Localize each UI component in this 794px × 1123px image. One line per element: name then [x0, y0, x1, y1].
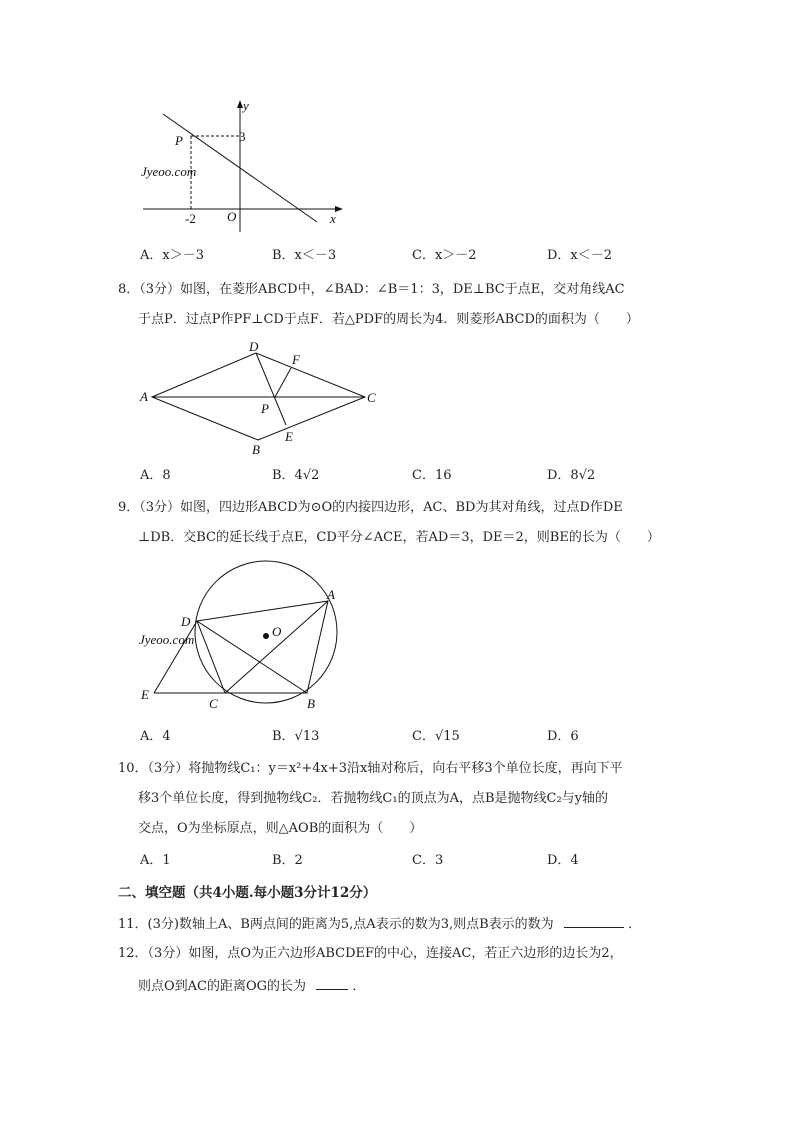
q9-label-d: D	[181, 614, 191, 629]
q8-text-line1: 8．（3分）如图，在菱形ABCD中，∠BAD：∠B＝1：3，DE⊥BC于点E，交对角线AC	[118, 282, 625, 297]
q12-end: ．	[352, 979, 366, 994]
section2-title: 二、填空题（共4小题.每小题3分计12分）	[118, 885, 377, 901]
q7-option-a[interactable]: A．x＞－3	[140, 248, 204, 263]
q9-center-point	[263, 633, 269, 639]
q8-option-b[interactable]: B．4√2	[272, 468, 320, 483]
q9-label-c: C	[209, 696, 218, 711]
q9-option-a[interactable]: A．4	[140, 729, 171, 744]
q7-label-y: y	[243, 98, 249, 113]
q8-label-c: C	[367, 390, 376, 405]
q8-option-a[interactable]: A．8	[140, 468, 171, 483]
q11-answer-blank[interactable]	[564, 913, 624, 928]
q8-label-e: E	[285, 429, 293, 444]
q9-label-e: E	[141, 687, 149, 702]
q9-circle-o	[195, 561, 337, 703]
q9-circle-figure	[135, 560, 350, 715]
q8-segment-pf	[275, 368, 291, 397]
q9-text-line1: 9．（3分）如图，四边形ABCD为⊙O的内接四边形，AC、BD为其对角线，过点D作DE	[118, 500, 623, 515]
q7-graph-figure	[135, 96, 355, 236]
q7-label-o: O	[227, 209, 237, 224]
q12-answer-blank[interactable]	[316, 975, 348, 990]
q7-label-p: P	[175, 133, 183, 148]
q10-option-a[interactable]: A．1	[140, 853, 171, 868]
q8-label-b: B	[252, 442, 260, 457]
q9-text-line2: ⊥DB．交BC的延长线于点E，CD平分∠ACE，若AD＝3，DE＝2，则BE的长为（ ）	[138, 530, 660, 545]
q10-text-line1: 10．（3分）将抛物线C₁：y＝x²+4x+3沿x轴对称后，向右平移3个单位长度，再向下平	[118, 761, 623, 776]
q8-option-d[interactable]: D．8√2	[547, 468, 596, 483]
q8-option-c[interactable]: C．16	[412, 468, 452, 483]
q9-label-a: A	[327, 587, 335, 602]
q7-watermark: Jyeoo.com	[141, 164, 197, 179]
q7-tick-3: 3	[239, 129, 246, 144]
q9-label-o: O	[272, 624, 282, 639]
q9-watermark: Jyeoo.com	[139, 632, 195, 647]
q7-option-b[interactable]: B．x＜－3	[272, 248, 337, 263]
q9-label-b: B	[307, 696, 315, 711]
q10-text-line2: 移3个单位长度，得到抛物线C₂．若抛物线C₁的顶点为A，点B是抛物线C₂与y轴的	[138, 791, 609, 806]
q9-option-b[interactable]: B．√13	[272, 729, 320, 744]
q10-option-b[interactable]: B．2	[272, 853, 303, 868]
q12-question-line2	[138, 975, 365, 997]
q8-label-d: D	[249, 339, 259, 354]
q11-end: ．	[627, 917, 641, 932]
q9-option-c[interactable]: C．√15	[412, 729, 460, 744]
q12-text-line1: 12．（3分）如图，点O为正六边形ABCDEF的中心，连接AC，若正六边形的边长为2，	[118, 946, 623, 961]
q8-label-a: A	[140, 389, 148, 404]
q8-text-line2: 于点P．过点P作PF⊥CD于点F．若△PDF的周长为4．则菱形ABCD的面积为（ ）	[138, 312, 639, 327]
q7-option-c[interactable]: C．x＞－2	[412, 248, 477, 263]
q9-quadrilateral-abcd	[197, 601, 328, 693]
q9-option-d[interactable]: D．6	[547, 729, 579, 744]
q8-label-p: P	[261, 401, 269, 416]
q7-tick-neg2: -2	[185, 211, 196, 226]
q7-label-x: x	[330, 211, 336, 226]
q8-label-f: F	[292, 352, 300, 367]
q12-text-line2: 则点O到AC的距离OG的长为	[138, 979, 307, 994]
q7-option-d[interactable]: D．x＜－2	[547, 248, 613, 263]
q11-question	[118, 913, 641, 935]
q10-option-d[interactable]: D．4	[547, 853, 579, 868]
q11-text: 11．(3分)数轴上A、B两点间的距离为5,点A表示的数为3,则点B表示的数为	[118, 917, 554, 932]
q10-option-c[interactable]: C．3	[412, 853, 444, 868]
q7-x-axis-arrow	[335, 206, 343, 212]
q8-rhombus-figure	[135, 336, 385, 461]
q9-diagonal-bd	[197, 621, 307, 693]
q10-text-line3: 交点，O为坐标原点，则△AOB的面积为（ ）	[138, 821, 423, 836]
